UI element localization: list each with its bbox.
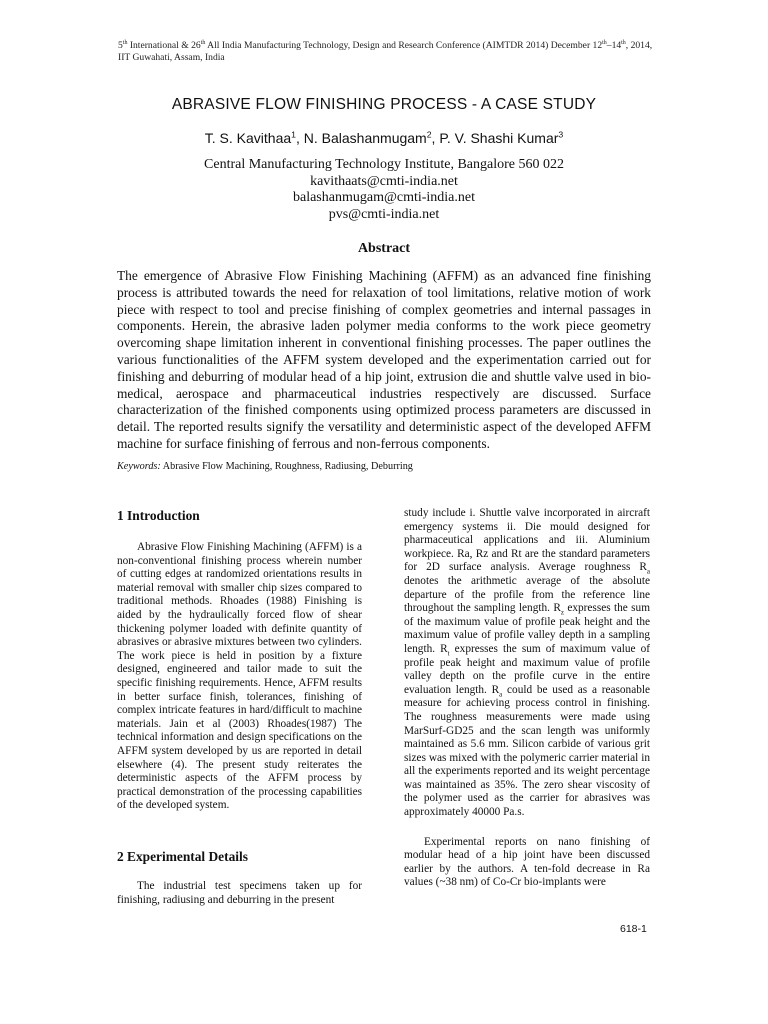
- header-text-a: 5: [118, 40, 123, 51]
- rc-sub-t: t: [447, 649, 450, 658]
- header-location: IIT Guwahati, Assam, India: [118, 52, 225, 63]
- header-text-e: , 2014,: [625, 40, 653, 51]
- conference-header: [118, 40, 658, 64]
- author-2: , N. Balashanmugam: [295, 130, 427, 146]
- section-2-body: [117, 880, 362, 907]
- email-1: kavithaats@cmti-india.net: [310, 173, 458, 189]
- rc-text-e: could be used as a reasonable measure for achieving process control in finishing. The roughness measurements were made using MarSurf-GD25 and the scan length was uniformly maintained as 5.6 mm. Silicon carbide of various grit sizes was mixed with the polymeric carrier material in all the experiments reported and its weight percentage was maintained as 35%. The zero shear viscosity of the polymer used as the carrier for abrasives was approximately 40000 Pa.s.: [404, 683, 651, 819]
- rc-sub-z: z: [560, 608, 564, 617]
- header-text-d: –14: [606, 40, 622, 51]
- affiliation-block: [0, 157, 768, 223]
- right-column-paragraph-2: Experimental reports on nano finishing of modular head of a hip joint have been discussed earlier by the authors. A ten-fold decrease in Ra values (~38 nm) of Co-Cr bio-implants were: [404, 835, 650, 889]
- paper-title: ABRASIVE FLOW FINISHING PROCESS - A CASE STUDY: [171, 96, 597, 113]
- rc-sub-a2: a: [499, 689, 503, 698]
- author-list: [0, 130, 768, 146]
- email-2: balashanmugam@cmti-india.net: [292, 190, 475, 205]
- rc-text-c: expresses the sum of the maximum value of profile peak height and the maximum value of profile valley depth in a sampling length. R: [404, 602, 650, 655]
- header-text-c: All India Manufacturing Technology, Design and Research Conference (AIMTDR 2014) December 12: [205, 40, 603, 51]
- rc-text-b: denotes the arithmetic average of the absolute departure of the profile from the reference line throughout the sampling length. R: [404, 574, 650, 615]
- email-3: pvs@cmti-india.net: [328, 206, 440, 222]
- section-1-heading: 1 Introduction: [117, 508, 200, 523]
- keywords-text: Abrasive Flow Machining, Roughness, Radiusing, Deburring: [160, 461, 413, 472]
- header-sup-2: th: [200, 39, 206, 46]
- institute-name: Central Manufacturing Technology Institute, Bangalore 560 022: [204, 157, 564, 172]
- header-sup-1: th: [122, 39, 128, 46]
- header-sup-3: th: [602, 39, 607, 46]
- right-column: [404, 507, 650, 890]
- rc-text-d: expresses the sum of maximum value of profile peak height and maximum value of profile valley depth on the profile curve in the entire evaluation length. R: [404, 642, 650, 696]
- author-1-sup: 1: [291, 129, 296, 140]
- author-2-sup: 2: [426, 129, 432, 140]
- abstract-text: The emergence of Abrasive Flow Finishing Machining (AFFM) as an advanced fine finishing process is attributed towards the need for relaxation of tool limitations, relative motion of work piece with respect to tool and precise finishing of complex geometries and internal passages in components. Herein, the abrasive laden polymer media conforms to the work piece geometry overcoming shape limitation inherent in conventional finishing processes. The paper outlines the various functionalities of the AFFM system developed and the experimentation carried out for finishing and deburring of modular head of a hip joint, extrusion die and shuttle valve used in bio-medical, aerospace and pharmaceutical industries respectively are discussed. Surface characterization of the finished components using optimized process parameters are discussed in detail. The reported results signify the versatility and deterministic aspect of the developed AFFM machine for surface finishing of ferrous and non-ferrous components.: [117, 268, 651, 451]
- right-column-paragraph-1: [404, 507, 650, 820]
- author-3-sup: 3: [558, 129, 564, 140]
- rc-sub-a: a: [646, 567, 650, 576]
- section-1-paragraph: Abrasive Flow Finishing Machining (AFFM) is a non-conventional finishing process wherein number of cutting edges at randomized orientations results in material removal with smaller chip sizes compared to traditional methods. Rhoades (1988) Finishing is aided by the hydraulically forced flow of shear thickening polymer loaded with definite quantity of abrasives or abrasive mixtures between two cylinders. The work piece is held in position by a fixture designed, engineered and tailor made to suit the specific finishing requirements. Hence, AFFM results in better surface finish, tolerances, finishing of complex intricate features in hard/difficult to machine materials. Jain et al (2003) Rhoades(1987) The technical information and design specifications on the AFFM system developed by us are reported in detail elsewhere (4). The present study reiterates the deterministic aspects of the AFFM process by practical demonstration of the processing capabilities of the developed system.: [117, 541, 362, 812]
- section-1-body: [117, 541, 362, 813]
- author-3: , P. V. Shashi Kumar: [431, 130, 559, 146]
- rc-text-a: study include i. Shuttle valve incorporated in aircraft emergency systems ii. Die mould designed for pharmaceutical applications and iii. Aluminium workpiece. Ra, Rz and Rt are the standard parameters for 2D surface analysis. Average roughness R: [404, 507, 650, 574]
- page-number: 618-1: [620, 923, 647, 935]
- author-1: T. S. Kavithaa: [204, 130, 292, 146]
- abstract-heading: Abstract: [357, 241, 411, 256]
- header-text-b: International & 26: [127, 40, 201, 51]
- header-sup-4: th: [621, 39, 626, 46]
- keywords-label: Keywords:: [117, 461, 161, 472]
- section-2-heading: 2 Experimental Details: [117, 849, 248, 864]
- section-2-paragraph: The industrial test specimens taken up for finishing, radiusing and deburring in the present: [117, 880, 362, 906]
- keywords-line: [117, 461, 651, 472]
